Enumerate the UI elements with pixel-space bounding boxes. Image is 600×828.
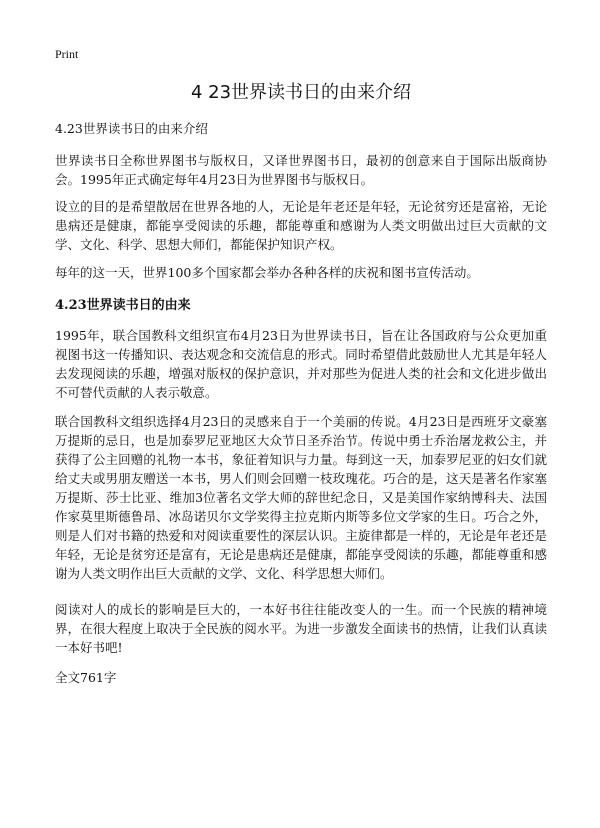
paragraph-legend: 联合国教科文组织选择4月23日的灵感来自于一个美丽的传说。4月23日是西班牙文豪塞万提斯的忌日，也是加泰罗尼亚地区大众节日圣乔治节。传说中勇士乔治屠龙救公主，并获得了公主回赠的礼物一本书，象征着知识与力量。每到这一天，加泰罗尼亚的妇女们就给丈夫或男朋友赠送一本书，男人们则会回赠一枝玫瑰花。巧合的是，这天是著名作家塞万提斯、莎士比亚、维加3位著名文学大师的辞世纪念日，又是美国作家纳博科夫、法国作家莫里斯德鲁昂、冰岛诺贝尔文学奖得主拉克斯内斯等多位文学家的生日。巧合之外，则是人们对书籍的热爱和对阅读重要性的深层认识。主旋律都是一样的，无论是年老还是年轻，无论是贫穷还是富有，无论是患病还是健康，都能享受阅读的乐趣，都能尊重和感谢为人类文明作出巨大贡献的文学、文化、科学思想大师们。	[55, 414, 547, 581]
section-heading: 4.23世界读书日的由来	[55, 298, 191, 313]
paragraph-intro: 世界读书日全称世界图书与版权日，又译世界图书日，最初的创意来自于国际出版商协会。1995年正式确定每年4月23日为世界图书与版权日。	[55, 153, 547, 187]
paragraph-conclusion: 阅读对人的成长的影响是巨大的，一本好书往往能改变人的一生。而一个民族的精神境界，在很大程度上取决于全民族的阅水平。为进一步激发全面读书的热情，让我们认真读一本好书吧!	[55, 602, 547, 655]
paragraph-activities: 每年的这一天，世界100多个国家都会举办各种各样的庆祝和图书宣传活动。	[55, 265, 479, 280]
paragraph-purpose: 设立的目的是希望散居在世界各地的人，无论是年老还是年轻，无论贫穷还是富裕，无论患病还是健康，都能享受阅读的乐趣，都能尊重和感谢为人类文明做出过巨大贡献的文学、文化、科学、思想大师们，都能保护知识产权。	[55, 199, 547, 252]
document-subtitle: 4.23世界读书日的由来介绍	[55, 121, 208, 136]
paragraph-history: 1995年，联合国教科文组织宣布4月23日为世界读书日，旨在让各国政府与公众更加重视图书这一传播知识、表达观念和交流信息的形式。同时希望借此鼓励世人尤其是年轻人去发现阅读的乐趣，增强对版权的保护意识，并对那些为促进人类的社会和文化进步做出不可替代贡献的人表示敬意。	[55, 328, 547, 400]
page-title: 4 23世界读书日的由来介绍	[190, 82, 412, 103]
print-link[interactable]: Print	[55, 47, 79, 61]
word-count: 全文761字	[55, 670, 117, 685]
